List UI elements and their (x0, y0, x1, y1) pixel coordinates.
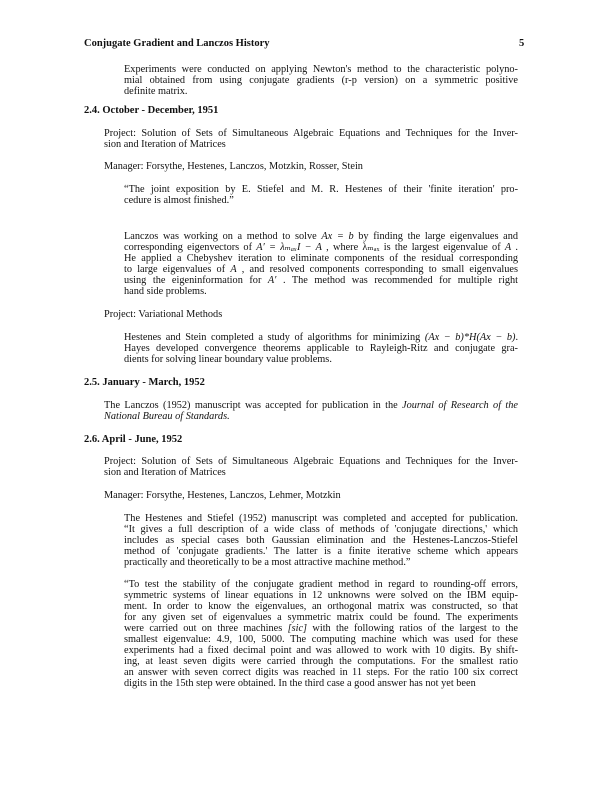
text-line: method of 'conjugate gradients.' The latter is a finite iterative scheme which appears (124, 546, 518, 557)
section-heading-2-6: 2.6. April - June, 1952 (84, 434, 183, 445)
italic-text: A′ = λₘₐₓI − A (256, 242, 322, 253)
text-segment: , and resolved components corresponding to small eigenvalues (236, 264, 518, 275)
text-line: dients for solving linear boundary value problems. (124, 354, 332, 365)
italic-text: Ax = b (321, 231, 354, 242)
section-heading-2-4: 2.4. October - December, 1951 (84, 105, 219, 116)
text-line (124, 332, 518, 343)
text-line: The Hestenes and Stiefel (1952) manuscript was completed and accepted for publication. (124, 513, 518, 524)
italic-text: National Bureau of Standards. (104, 411, 230, 422)
text-line: He applied a Chebyshev iteration to eliminate components of the residual corresponding (124, 253, 518, 264)
text-line: Hayes developed convergence theorems applicable to Rayleigh-Ritz and conjugate gra- (124, 343, 518, 354)
text-line (104, 400, 518, 411)
italic-text: (Ax − b)*H(Ax − b) (424, 332, 516, 343)
text-segment: . (511, 242, 518, 253)
text-line: Manager: Forsythe, Hestenes, Lanczos, Lehmer, Motzkin (104, 490, 341, 501)
text-line: ment. In order to know the eigenvalues, an orthogonal matrix was constructed, so that (124, 601, 518, 612)
text-line: cedure is almost finished.” (124, 195, 234, 206)
italic-text: A (504, 242, 512, 253)
text-line: sion and Iteration of Matrices (104, 467, 226, 478)
text-line: Project: Variational Methods (104, 309, 223, 320)
text-line: Manager: Forsythe, Hestenes, Lanczos, Motzkin, Rosser, Stein (104, 161, 363, 172)
text-segment: , where λₘₐₓ is the largest eigenvalue of (321, 242, 505, 253)
text-line: practically and theoretically to be a most attractive machine method.” (124, 557, 411, 568)
manager-line-2-6 (104, 490, 518, 501)
project-variational-methods (104, 309, 518, 320)
italic-text: [sic] (287, 623, 308, 634)
text-line: Project: Solution of Sets of Simultaneous Algebraic Equations and Techniques for the Inver- (104, 128, 518, 139)
text-line: includes as special cases both Gaussian elimination and the Hestenes-Lanczos-Stiefel (124, 535, 518, 546)
italic-text: Journal of Research of the (402, 400, 518, 411)
text-line (124, 242, 518, 253)
text-segment: using the eigeninformation for (124, 275, 268, 286)
text-line: “It gives a full description of a wide class of methods of 'conjugate directions,' which (124, 524, 518, 535)
text-line: digits in the 15th step were obtained. In the third case a good answer has not yet been (124, 678, 476, 689)
text-line: mial obtained from using conjugate gradients (r-p version) on a symmetric positive (124, 75, 518, 86)
paragraph-lanczos-manuscript (104, 400, 518, 422)
text-segment: with the following ratios of the largest to the (307, 623, 518, 634)
text-line: symmetric systems of linear equations in 12 unknowns were solved on the IBM equip- (124, 590, 518, 601)
manager-line-2-4 (104, 161, 518, 172)
text-line: smallest eigenvalue: 4.9, 100, 5000. The computing machine which was used for these (124, 634, 518, 645)
project-line-2-4 (104, 128, 518, 150)
text-line: Project: Solution of Sets of Simultaneous Algebraic Equations and Techniques for the Inver- (104, 456, 518, 467)
text-line: sion and Iteration of Matrices (104, 139, 226, 150)
text-line (124, 264, 518, 275)
text-line: for any given set of eigenvalues a symmetric matrix could be found. The experiments (124, 612, 518, 623)
text-line: an answer with seven correct digits was reached in 11 steps. For the ratio 100 six correct (124, 667, 518, 678)
paragraph-newton-experiments (124, 64, 518, 97)
text-segment: were carried out on three machines (124, 623, 288, 634)
text-line: experiments had a fixed decimal point and was allowed to work with 10 digits. By shift- (124, 645, 518, 656)
project-line-2-6 (104, 456, 518, 478)
paragraph-hestenes-stein (124, 332, 518, 365)
text-segment: Lanczos was working on a method to solve (124, 231, 322, 242)
text-segment: corresponding eigenvectors of (124, 242, 257, 253)
page-number: 5 (519, 38, 525, 49)
text-line: “To test the stability of the conjugate gradient method in regard to rounding-off errors, (124, 579, 518, 590)
text-segment: to large eigenvalues of (124, 264, 231, 275)
text-line: “The joint exposition by E. Stiefel and M. R. Hestenes of their 'finite iteration' pro- (124, 184, 518, 195)
section-heading-2-5: 2.5. January - March, 1952 (84, 377, 205, 388)
text-line: definite matrix. (124, 86, 188, 97)
text-segment: The Lanczos (1952) manuscript was accepted for publication in the (104, 400, 403, 411)
paragraph-lanczos-method (124, 231, 518, 297)
paragraph-hestenes-stiefel (124, 513, 518, 568)
text-segment: . (515, 332, 519, 343)
running-header: Conjugate Gradient and Lanczos History (84, 38, 270, 49)
text-line: ing, at least seven digits were carried through the computations. For the smallest ratio (124, 656, 518, 667)
text-line (104, 411, 518, 422)
text-line (124, 275, 518, 286)
quote-stability-test (124, 579, 518, 689)
italic-text: A′ (267, 275, 277, 286)
italic-text: A (230, 264, 237, 275)
text-line: Experiments were conducted on applying Newton's method to the characteristic polyno- (124, 64, 518, 75)
text-line (124, 623, 518, 634)
quote-joint-exposition (124, 184, 518, 206)
text-line (124, 231, 518, 242)
text-segment: . The method was recommended for multiple right (276, 275, 518, 286)
text-segment: Hestenes and Stein completed a study of algorithms for minimizing (124, 332, 425, 343)
text-line: hand side problems. (124, 286, 207, 297)
text-segment: by finding the large eigenvalues and (353, 231, 518, 242)
